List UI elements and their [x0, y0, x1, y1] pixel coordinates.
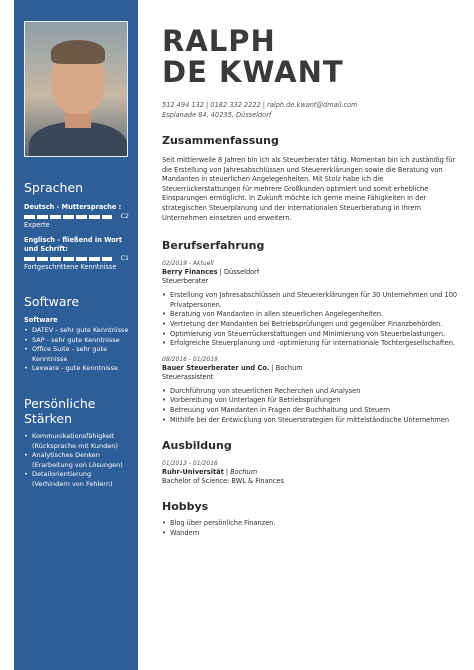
job-bullet: • Durchführung von steuerlichen Recherchen und Analysen: [162, 387, 462, 397]
education-degree: Bachelor of Science: BWL & Finances: [162, 477, 284, 486]
contact-line: 512 494 132 | 0182 332 2222 | ralph.de.kwant@dmail.com: [162, 101, 358, 109]
job-company-line: Berry Finances | Düsseldorf: [162, 268, 260, 277]
language-level: C1: [120, 254, 129, 262]
name-line-1: RALPH: [162, 24, 276, 58]
job-date: 02/2019 - Aktuell: [162, 260, 214, 268]
profile-photo: [24, 21, 128, 157]
education-heading: Ausbildung: [162, 439, 232, 453]
address-line: Esplanade 84, 40235, Düsseldorf: [162, 110, 272, 119]
job-bullet: • Mithilfe bei der Entwicklung von Steuerstrategien für mittelständische Unternehmen: [162, 416, 462, 426]
software-heading: Software: [24, 294, 80, 309]
job-entry: [162, 356, 462, 425]
name-line-2: DE KWANT: [162, 55, 344, 89]
job-bullet: • Vertretung der Mandanten bei Betriebsprüfungen und gegenüber Finanzbehörden.: [162, 320, 462, 330]
job-bullet: • Beratung von Mandanten in allen steuerlichen Angelegenheiten.: [162, 310, 462, 320]
sidebar: [14, 0, 138, 670]
education-school-line: Ruhr-Universität | Bochum: [162, 468, 258, 477]
job-bullets: [162, 387, 462, 425]
job-company: Berry Finances: [162, 268, 218, 277]
job-bullet: • Betreuung von Mandanten in Fragen der Buchhaltung und Steuern: [162, 406, 462, 416]
job-company: Bauer Steuerberater und Co.: [162, 363, 270, 372]
hobby-item: • Blog über persönliche Finanzen.: [162, 519, 462, 529]
languages-heading: Sprachen: [24, 180, 84, 195]
software-subtitle: Software: [24, 316, 58, 324]
hobbies-heading: Hobbys: [162, 500, 209, 514]
hobbies-list: [162, 519, 462, 538]
job-bullets: [162, 291, 462, 349]
education-date: 01/2013 - 01/2016: [162, 460, 218, 468]
language-level-bar: [24, 215, 112, 219]
language-item: [24, 203, 129, 230]
language-note: Experte: [24, 221, 50, 229]
job-bullet: • Erstellung von Jahresabschlüssen und Steuererklärungen für 30 Unternehmen und 100 Privatpersonen.: [162, 291, 462, 310]
strength-item: • Analytisches Denken (Erarbeitung von Lösungen): [24, 451, 129, 470]
contact-info: [162, 101, 462, 120]
software-item: • SAP - sehr gute Kenntnisse: [24, 336, 129, 346]
education-location: Bochum: [230, 468, 258, 477]
language-name: Deutsch - Muttersprache :: [24, 203, 122, 211]
strengths-heading: Persönliche Stärken: [24, 395, 96, 426]
software-list: [24, 326, 129, 374]
software-item: • DATEV - sehr gute Kenntnisse: [24, 326, 129, 336]
software-item: • Office Suite - sehr gute Kenntnisse: [24, 345, 129, 364]
summary-text: Seit mittlerweile 8 Jahren bin ich als Steuerberater tätig. Momentan bin ich zuständig für die Erstellung von Jahresabschlüssen und Steuererklärungen sowie die Beratung von Mandanten in steuerlichen Angelegenheiten. Mit Stolz habe ich die Steuerrückerstattungen für mehrere Großkunden optimiert und somit erhebliche Einsparungen ermöglicht. In Zukunft möchte ich gerne meine Fähigkeiten in der strategischen Steuerplanung und der internationalen Steuerberatung in Ihrem Unternehmen einsetzen und erweitern.: [162, 156, 456, 222]
job-bullet: • Vorbereitung von Unterlagen für Betriebsprüfungen: [162, 396, 462, 406]
education-school: Ruhr-Universität: [162, 468, 224, 477]
job-location: Bochum: [275, 363, 303, 372]
job-role: Steuerberater: [162, 277, 209, 286]
strength-item: • Detailorientierung (Verhindern von Fehlern): [24, 470, 129, 489]
software-item: • Lexware - gute Kenntnisse: [24, 364, 129, 374]
language-item: [24, 236, 129, 272]
language-level: C2: [120, 212, 129, 220]
language-level-bar: [24, 257, 112, 261]
hobby-item: • Wandern: [162, 529, 462, 539]
summary-heading: Zusammenfassung: [162, 134, 279, 147]
job-company-line: Bauer Steuerberater und Co. | Bochum: [162, 363, 303, 372]
job-bullet: • Optimierung von Steuerrückerstattungen und Minimierung von Steuerbelastungen.: [162, 330, 462, 340]
job-role: Steuerassistent: [162, 372, 214, 381]
job-entry: [162, 260, 462, 349]
job-bullet: • Erfolgreiche Steuerplanung und -optimierung für internationale Tochtergesellschaften.: [162, 339, 462, 349]
language-name: Englisch - fließend in Wort und Schrift:: [24, 236, 123, 253]
main-content: [162, 26, 462, 538]
experience-heading: Berufserfahrung: [162, 239, 265, 253]
language-note: Fortgeschrittene Kenntnisse: [24, 263, 117, 271]
candidate-name: [162, 26, 462, 88]
job-date: 08/2016 - 01/2019: [162, 355, 218, 363]
strengths-list: [24, 432, 129, 490]
job-location: Düsseldorf: [223, 268, 260, 277]
strength-item: • Kommunikationsfähigkeit (Rücksprache mit Kunden): [24, 432, 129, 451]
